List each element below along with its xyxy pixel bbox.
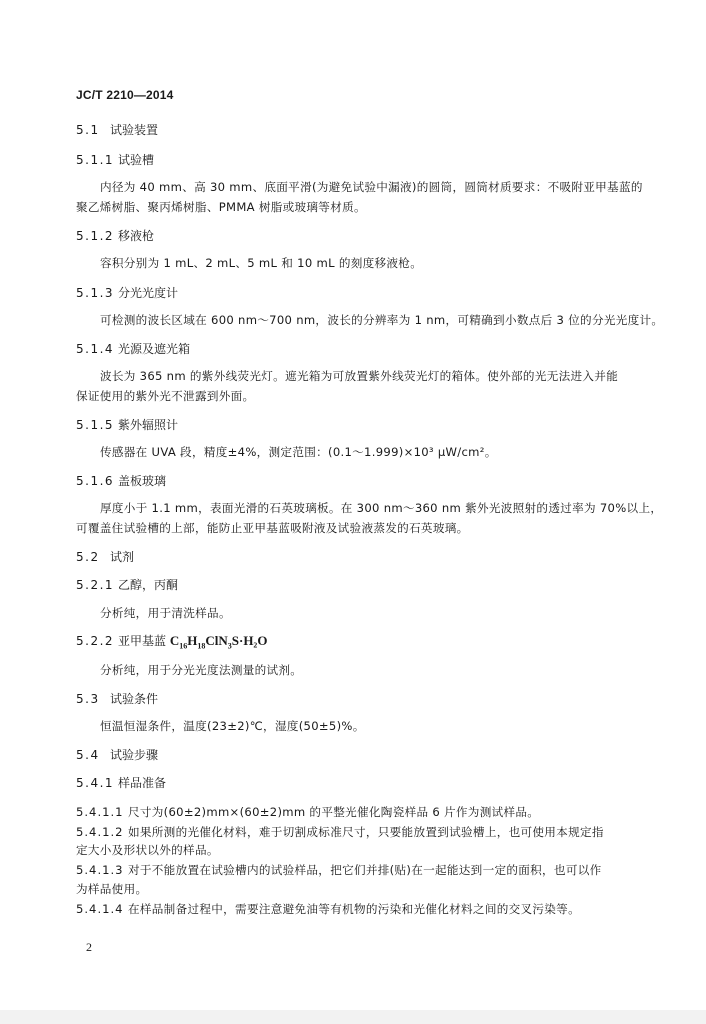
- section-title: 试验槽: [118, 153, 155, 167]
- paragraph-continuation: 聚乙烯树脂、聚丙烯树脂、PMMA 树脂或玻璃等材质。: [76, 200, 366, 214]
- section-heading-5-2-1: [76, 578, 178, 592]
- section-number: 5.1.2: [76, 229, 115, 243]
- section-heading-5-4: [76, 748, 158, 762]
- section-title: 试剂: [110, 550, 135, 564]
- paragraph: 可检测的波长区域在 600 nm～700 nm，波长的分辨率为 1 nm，可精确到小数点后 3 位的分光光度计。: [100, 313, 664, 327]
- section-title: 试验装置: [110, 123, 159, 137]
- paragraph-continuation: 可覆盖住试验槽的上部，能防止亚甲基蓝吸附液及试验液蒸发的石英玻璃。: [76, 521, 469, 535]
- page-number: 2: [86, 940, 92, 954]
- section-title: 紫外辐照计: [118, 418, 179, 432]
- section-heading-5-4-1: [76, 776, 166, 790]
- clause-continuation: 为样品使用。: [76, 882, 148, 896]
- clause-text: 如果所测的光催化材料，难于切割成标准尺寸，只要能放置到试验槽上，也可使用本规定指: [128, 825, 604, 839]
- clause-5-4-1-1: [76, 805, 539, 819]
- section-heading-5-1-1: [76, 153, 154, 167]
- section-heading-5-1-4: [76, 342, 190, 356]
- section-heading-5-3: [76, 692, 158, 706]
- section-title: 乙醇，丙酮: [118, 578, 179, 592]
- clause-5-4-1-3: [76, 863, 602, 877]
- section-heading-5-1: [76, 123, 158, 137]
- section-heading-5-1-6: [76, 474, 166, 488]
- paragraph: 分析纯，用于清洗样品。: [100, 606, 231, 620]
- section-heading-5-1-2: [76, 229, 154, 243]
- clause-continuation: 定大小及形状以外的样品。: [76, 843, 219, 857]
- section-heading-5-1-5: [76, 418, 178, 432]
- section-number: 5.1.6: [76, 474, 115, 488]
- clause-number: 5.4.1.1: [76, 805, 124, 819]
- section-title: 光源及遮光箱: [118, 342, 191, 356]
- paragraph: 传感器在 UVA 段，精度±4%，测定范围：(0.1～1.999)×10³ μW/cm²。: [100, 445, 497, 459]
- section-number: 5.4.1: [76, 776, 115, 790]
- chemical-formula: $C_{16}H_{18}ClN_3S\cdot H_2O$: [169, 633, 268, 651]
- clause-number: 5.4.1.2: [76, 825, 124, 839]
- section-heading-5-2: [76, 550, 134, 564]
- section-number: 5.3: [76, 692, 100, 706]
- clause-5-4-1-4: [76, 902, 580, 916]
- clause-text: 对于不能放置在试验槽内的试验样品，把它们并排(贴)在一起能达到一定的面积，也可以作: [128, 863, 602, 877]
- section-title: 亚甲基蓝: [118, 634, 167, 648]
- paragraph: 分析纯，用于分光光度法测量的试剂。: [100, 663, 303, 677]
- section-number: 5.1.4: [76, 342, 115, 356]
- paragraph: 波长为 365 nm 的紫外线荧光灯。遮光箱为可放置紫外线荧光灯的箱体。使外部的光无法进入并能: [100, 369, 619, 383]
- section-title: 试验条件: [110, 692, 159, 706]
- clause-text: 在样品制备过程中，需要注意避免油等有机物的污染和光催化材料之间的交叉污染等。: [128, 902, 580, 916]
- section-number: 5.1.5: [76, 418, 115, 432]
- section-number: 5.1.3: [76, 286, 115, 300]
- section-title: 试验步骤: [110, 748, 159, 762]
- section-title: 样品准备: [118, 776, 167, 790]
- section-heading-5-2-2: [76, 634, 267, 654]
- section-number: 5.2: [76, 550, 100, 564]
- section-number: 5.2.2: [76, 634, 115, 648]
- section-title: 盖板玻璃: [118, 474, 167, 488]
- standard-number-header: JC/T 2210—2014: [76, 88, 174, 102]
- section-title: 移液枪: [118, 229, 155, 243]
- paragraph: 容积分别为 1 mL、2 mL、5 mL 和 10 mL 的刻度移液枪。: [100, 256, 423, 270]
- section-number: 5.1.1: [76, 153, 115, 167]
- paragraph-continuation: 保证使用的紫外光不泄露到外面。: [76, 389, 255, 403]
- section-number: 5.2.1: [76, 578, 115, 592]
- paragraph: 内径为 40 mm、高 30 mm、底面平滑(为避免试验中漏液)的圆筒，圆筒材质要求：不吸附亚甲基蓝的: [100, 180, 643, 194]
- clause-number: 5.4.1.3: [76, 863, 124, 877]
- clause-5-4-1-2: [76, 825, 604, 839]
- section-number: 5.1: [76, 123, 100, 137]
- paragraph: 恒温恒湿条件，温度(23±2)℃，湿度(50±5)%。: [100, 719, 365, 733]
- page-bottom-edge: [0, 1010, 706, 1024]
- clause-text: 尺寸为(60±2)mm×(60±2)mm 的平整光催化陶瓷样品 6 片作为测试样品。: [128, 805, 540, 819]
- section-heading-5-1-3: [76, 286, 178, 300]
- paragraph: 厚度小于 1.1 mm，表面光滑的石英玻璃板。在 300 nm～360 nm 紫外光波照射的透过率为 70%以上，: [100, 501, 663, 515]
- clause-number: 5.4.1.4: [76, 902, 124, 916]
- section-number: 5.4: [76, 748, 100, 762]
- section-title: 分光光度计: [118, 286, 179, 300]
